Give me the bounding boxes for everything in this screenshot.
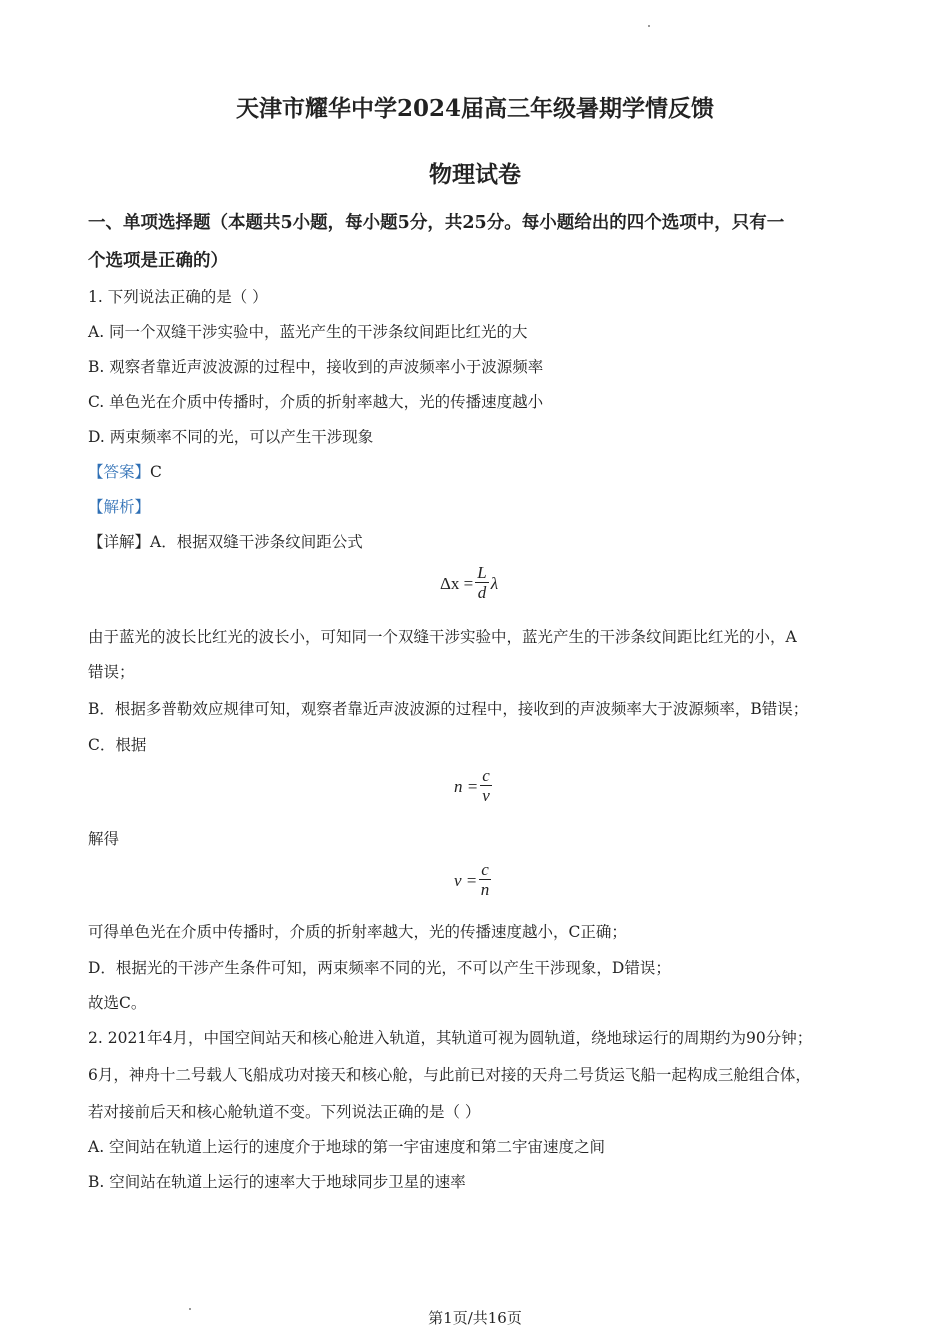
formula-denominator: v <box>482 786 490 805</box>
formula-fraction <box>479 861 491 900</box>
answer-line <box>88 460 162 482</box>
explanation-b: B．根据多普勒效应规律可知，观察者靠近声波波源的过程中，接收到的声波频率大于波源频率，B错误； <box>88 700 809 718</box>
explanation-a-line2: 错误； <box>88 663 135 681</box>
page-title: 天津市耀华中学2024届高三年级暑期学情反馈 <box>235 95 714 122</box>
explanation-a-line1: 由于蓝光的波长比红光的波长小，可知同一个双缝干涉实验中，蓝光产生的干涉条纹间距比红光的小，A <box>88 628 797 646</box>
conclusion: 故选C。 <box>88 994 147 1012</box>
question-1-option-a: A. 同一个双缝干涉实验中，蓝光产生的干涉条纹间距比红光的大 <box>88 323 528 341</box>
formula-fraction <box>475 564 488 603</box>
question-2-option-a: A. 空间站在轨道上运行的速度介于地球的第一宇宙速度和第二宇宙速度之间 <box>88 1138 606 1156</box>
detail-line <box>88 530 363 552</box>
section-heading-cont: 个选项是正确的） <box>88 251 228 271</box>
section-heading: 一、单项选择题（本题共5小题，每小题5分，共25分。每小题给出的四个选项中，只有一 <box>88 213 785 233</box>
scan-dot <box>648 25 650 27</box>
question-1-option-b: B. 观察者靠近声波波源的过程中，接收到的声波频率小于波源频率 <box>88 358 544 376</box>
formula-fringe-spacing <box>440 564 498 603</box>
formula-denominator: n <box>480 880 490 899</box>
formula-numerator: c <box>481 860 489 879</box>
answer-label: 【答案】 <box>88 463 151 481</box>
detail-text: A．根据双缝干涉条纹间距公式 <box>150 533 363 551</box>
question-2-stem-line2: 6月，神舟十二号载人飞船成功对接天和核心舱，与此前已对接的天舟二号货运飞船一起构成三舱组合体， <box>88 1066 811 1084</box>
formula-numerator: L <box>477 563 487 582</box>
explanation-d: D．根据光的干涉产生条件可知，两束频率不同的光，不可以产生干涉现象，D错误； <box>88 959 671 977</box>
detail-label: 【详解】 <box>88 533 151 551</box>
question-2-stem-line1: 2. 2021年4月，中国空间站天和核心舱进入轨道，其轨道可视为圆轨道，绕地球运行的周期约为90分钟； <box>88 1029 813 1047</box>
explanation-c: C．根据 <box>88 736 147 754</box>
formula-denominator: d <box>477 583 487 602</box>
solve-label: 解得 <box>88 830 120 848</box>
page-subtitle: 物理试卷 <box>429 161 521 188</box>
formula-lhs: n = <box>454 776 479 796</box>
question-2-stem-line3: 若对接前后天和核心舱轨道不变。下列说法正确的是（ ） <box>88 1103 481 1121</box>
formula-speed <box>454 861 493 900</box>
analysis-label: 【解析】 <box>88 498 151 516</box>
answer-value: C <box>150 463 162 481</box>
page-number: 第1页/共16页 <box>428 1309 522 1327</box>
formula-fraction <box>480 767 492 806</box>
formula-lhs: Δx = <box>440 573 474 593</box>
question-1-stem: 1. 下列说法正确的是（ ） <box>88 288 268 306</box>
formula-lhs: v = <box>454 870 478 890</box>
formula-numerator: c <box>482 766 490 785</box>
question-1-option-c: C. 单色光在介质中传播时，介质的折射率越大，光的传播速度越小 <box>88 393 544 411</box>
question-2-option-b: B. 空间站在轨道上运行的速率大于地球同步卫星的速率 <box>88 1173 466 1191</box>
formula-refractive-index <box>454 767 494 806</box>
question-1-option-d: D. 两束频率不同的光，可以产生干涉现象 <box>88 428 374 446</box>
formula-rhs: λ <box>490 573 499 593</box>
explanation-c-conclusion: 可得单色光在介质中传播时，介质的折射率越大，光的传播速度越小，C正确； <box>88 923 627 941</box>
